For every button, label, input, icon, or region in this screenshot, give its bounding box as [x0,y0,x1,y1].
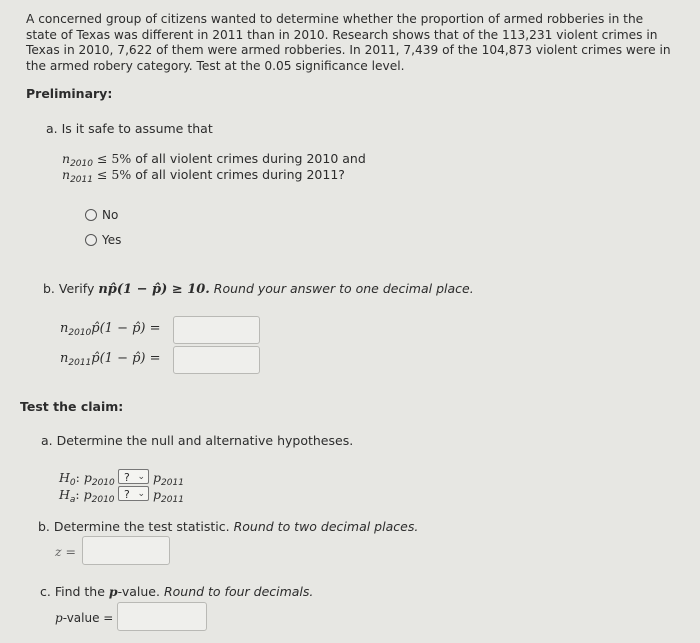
h0-relation-select[interactable]: ? ⌄ [118,469,149,484]
ha-relation-select[interactable]: ? ⌄ [118,486,149,501]
radio-circle-icon[interactable] [85,209,97,221]
h0-label: $H_0$: $p_{2010}$ [59,470,115,488]
z-label: z = [55,544,77,559]
chevron-down-icon: ⌄ [137,489,145,499]
condition-2010: $n_{2010} \le 5\%$ of all violent crimes during 2010 and [62,151,366,169]
prelim-a-question: a. Is it safe to assume that [46,121,213,136]
p-value-label: p-value = [55,611,114,625]
np-row-2010-label: $n_{2010}p̂(1$ − p̂) = [60,321,161,338]
radio-circle-icon[interactable] [85,234,97,246]
test-claim-heading: Test the claim: [20,399,124,414]
ha-label: $H_a$: $p_{2010}$ [59,487,115,505]
test-b-question: b. Determine the test statistic. Round to two decimal places. [38,519,419,534]
np-row-2011-label: $n_{2011}p̂(1$ − p̂) = [60,351,161,368]
prelim-b-question: b. Verify np̂(1 − p̂) ≥ 10. Round your answer to one decimal place. [43,281,474,297]
test-c-question: c. Find the p-value. Round to four decimals. [40,584,314,599]
preliminary-heading: Preliminary: [26,86,113,101]
radio-option-yes[interactable]: Yes [85,233,121,247]
test-a-question: a. Determine the null and alternative hypotheses. [41,433,354,448]
ha-right-var: $p_{2011}$ [153,487,184,505]
z-answer-input[interactable] [82,536,170,565]
problem-intro: A concerned group of citizens wanted to determine whether the proportion of armed robberies in the state of Texas was different in 2011 than in 2010. Research shows that of the 113,231 violent crimes in Texas in 2010, 7,622 of them were armed robberies. In 2011, 7,439 of the 104,873 violent crimes were in the armed robery category. Test at the 0.05 significance level. [26,12,671,73]
h0-right-var: $p_{2011}$ [153,470,184,488]
radio-option-no[interactable]: No [85,208,118,222]
condition-2011: $n_{2011} \le 5\%$ of all violent crimes during 2011? [62,167,345,185]
np-2010-answer-input[interactable] [173,316,260,344]
np-2011-answer-input[interactable] [173,346,260,374]
chevron-down-icon: ⌄ [137,472,145,482]
p-value-answer-input[interactable] [117,602,207,631]
